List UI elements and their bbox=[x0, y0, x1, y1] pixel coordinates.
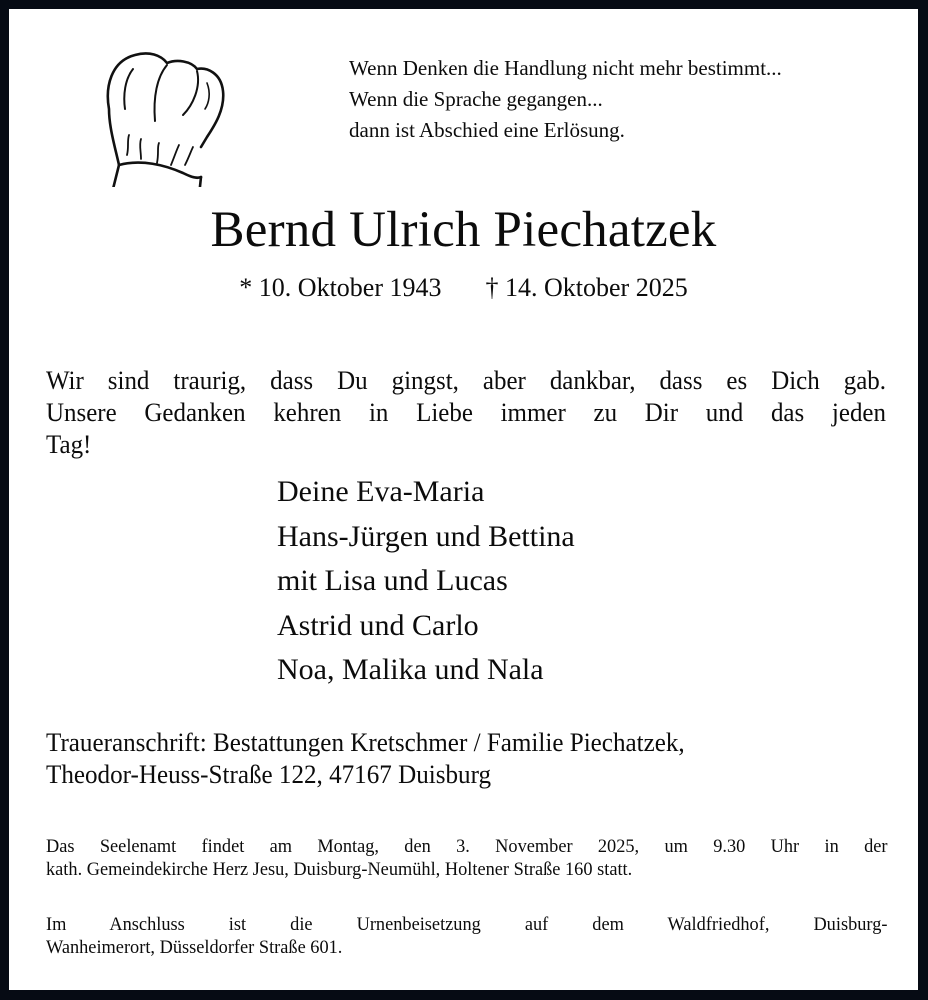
obituary-card bbox=[9, 9, 918, 990]
burial-line: Wanheimerort, Düsseldorfer Straße 601. bbox=[46, 937, 343, 958]
quote-line: Wenn die Sprache gegangen... bbox=[349, 87, 603, 111]
service-info bbox=[46, 835, 887, 881]
intro-line: Wir sind traurig, dass Du gingst, aber dankbar, dass es Dich gab. bbox=[46, 366, 886, 395]
mourner: Noa, Malika und Nala bbox=[277, 653, 544, 686]
mourner: Hans-Jürgen und Bettina bbox=[277, 519, 575, 553]
epigraph-quote bbox=[349, 53, 782, 146]
address-line: Theodor-Heuss-Straße 122, 47167 Duisburg bbox=[46, 760, 492, 789]
mourning-address bbox=[46, 727, 685, 791]
intro-line: Tag! bbox=[46, 430, 92, 459]
burial-info bbox=[46, 913, 887, 959]
chef-hat-icon bbox=[97, 47, 227, 187]
birth-date: * 10. Oktober 1943 bbox=[239, 273, 442, 302]
mourner: Deine Eva-Maria bbox=[277, 475, 485, 508]
quote-line: dann ist Abschied eine Erlösung. bbox=[349, 118, 625, 142]
mourner: Astrid und Carlo bbox=[277, 608, 479, 642]
intro-line: Unsere Gedanken kehren in Liebe immer zu Dir und das jeden bbox=[46, 398, 886, 427]
service-line: kath. Gemeindekirche Herz Jesu, Duisburg-Neumühl, Holtener Straße 160 statt. bbox=[46, 859, 633, 880]
condolence-text bbox=[46, 365, 886, 461]
service-line: Das Seelenamt findet am Montag, den 3. November 2025, um 9.30 Uhr in der bbox=[46, 836, 888, 857]
deceased-name: Bernd Ulrich Piechatzek bbox=[210, 202, 717, 258]
mourners-list bbox=[277, 470, 575, 693]
life-dates bbox=[9, 271, 918, 305]
address-line: Traueranschrift: Bestattungen Kretschmer / Familie Piechatzek, bbox=[46, 728, 685, 757]
burial-line: Im Anschluss ist die Urnenbeisetzung auf dem Waldfriedhof, Duisburg- bbox=[46, 914, 888, 935]
death-date: † 14. Oktober 2025 bbox=[485, 273, 688, 302]
mourner: mit Lisa und Lucas bbox=[277, 564, 508, 597]
quote-line: Wenn Denken die Handlung nicht mehr bestimmt... bbox=[349, 56, 782, 80]
